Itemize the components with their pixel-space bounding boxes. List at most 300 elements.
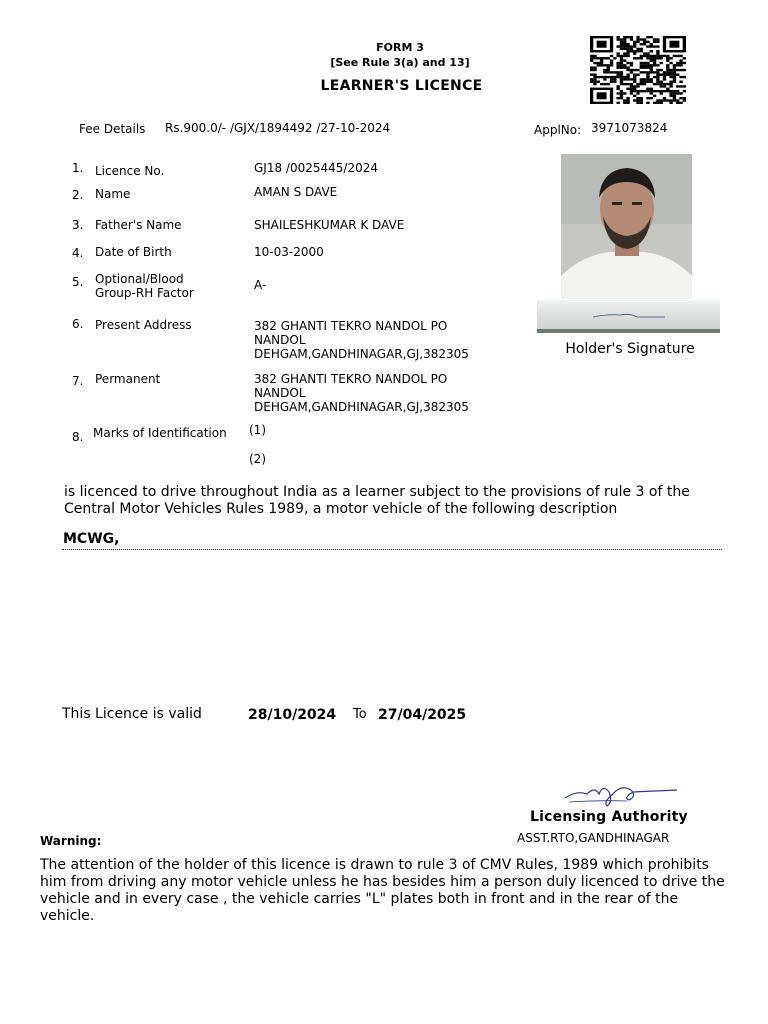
qr-module [660,69,663,71]
qr-module [673,55,676,57]
qr-module [607,69,610,71]
qr-module [630,45,633,47]
qr-module [623,36,626,38]
qr-module [666,90,669,92]
qr-module [660,92,663,94]
qr-module [597,76,600,78]
qr-module [620,95,623,97]
qr-module [623,92,626,94]
qr-module [646,74,649,76]
qr-module [656,64,659,66]
qr-module [633,85,636,87]
qr-module [660,81,663,83]
qr-module [590,81,593,83]
qr-code [590,36,686,104]
qr-module [633,99,636,101]
field-number: 8. [72,430,84,444]
qr-module [597,62,600,64]
qr-module [650,64,653,66]
qr-module [623,43,626,45]
qr-module [669,57,672,59]
qr-module [640,48,643,50]
qr-finder-pattern [597,92,607,99]
present-address-value [254,319,469,361]
qr-module [610,76,613,78]
licensing-authority-title: Licensing Authority [530,809,688,825]
dotted-divider [62,549,722,550]
qr-module [613,57,616,59]
qr-module [633,45,636,47]
qr-module [640,78,643,80]
qr-module [666,55,669,57]
qr-module [673,64,676,66]
qr-module [590,69,593,71]
qr-module [600,62,603,64]
qr-module [650,69,653,71]
fathers-name-value: SHAILESHKUMAR K DAVE [254,218,405,232]
holder-photo [561,154,692,299]
qr-module [630,92,633,94]
qr-module [653,59,656,61]
qr-module [640,55,643,57]
qr-module [643,52,646,54]
qr-module [640,38,643,40]
qr-module [679,85,682,87]
identification-mark-2: (2) [249,452,266,466]
qr-module [607,83,610,85]
qr-module [620,55,623,57]
qr-module [643,90,646,92]
qr-module [626,52,629,54]
qr-module [630,36,633,38]
qr-module [610,71,613,73]
address-line: DEHGAM,GANDHINAGAR,GJ,382305 [254,400,469,414]
field-number: 2. [72,188,84,202]
valid-to-date: 27/04/2025 [378,707,467,723]
qr-module [679,69,682,71]
rule-reference: [See Rule 3(a) and 13] [330,56,470,69]
qr-module [623,66,626,68]
vehicle-class: MCWG, [63,531,120,547]
qr-module [593,55,596,57]
qr-module [643,83,646,85]
qr-module [643,43,646,45]
qr-module [650,97,653,99]
qr-module [676,85,679,87]
qr-module [666,57,669,59]
qr-module [640,90,643,92]
qr-module [656,50,659,52]
qr-module [679,102,682,104]
qr-module [623,38,626,40]
qr-module [673,76,676,78]
qr-module [630,78,633,80]
qr-module [669,102,672,104]
qr-module [633,52,636,54]
qr-module [636,48,639,50]
qr-module [679,59,682,61]
qr-module [616,76,619,78]
qr-module [593,78,596,80]
qr-module [633,90,636,92]
qr-module [623,55,626,57]
qr-module [620,66,623,68]
qr-module [616,97,619,99]
qr-module [666,88,669,90]
fee-details-label: Fee Details [79,122,146,136]
qr-module [646,97,649,99]
application-number-value: 3971073824 [591,121,668,135]
qr-module [656,55,659,57]
qr-module [656,76,659,78]
qr-module [653,64,656,66]
qr-module [630,48,633,50]
qr-module [650,88,653,90]
qr-module [650,92,653,94]
validity-to-word: To [353,707,367,722]
document-title: LEARNER'S LICENCE [320,78,483,94]
qr-module [640,62,643,64]
qr-module [636,90,639,92]
qr-module [636,83,639,85]
qr-module [623,59,626,61]
address-line: 382 GHANTI TEKRO NANDOL PO [254,319,448,333]
field-number: 1. [72,161,84,175]
qr-module [679,92,682,94]
qr-module [636,92,639,94]
qr-module [623,99,626,101]
qr-module [630,50,633,52]
fee-details-value: Rs.900.0/- /GJX/1894492 /27-10-2024 [165,121,391,135]
qr-module [620,64,623,66]
qr-module [653,62,656,64]
qr-module [626,83,629,85]
qr-module [610,59,613,61]
qr-module [676,69,679,71]
qr-module [630,88,633,90]
qr-module [646,45,649,47]
holder-photo-image [561,154,692,299]
qr-module [600,83,603,85]
qr-module [663,97,666,99]
qr-module [640,97,643,99]
qr-module [616,102,619,104]
qr-module [666,71,669,73]
qr-module [636,36,639,38]
qr-module [679,76,682,78]
qr-module [679,62,682,64]
qr-module [643,62,646,64]
qr-module [616,38,619,40]
qr-module [623,45,626,47]
qr-module [620,92,623,94]
qr-module [626,102,629,104]
qr-module [669,95,672,97]
qr-module [600,57,603,59]
qr-module [679,64,682,66]
qr-module [603,71,606,73]
qr-module [640,83,643,85]
qr-module [626,74,629,76]
qr-module [640,102,643,104]
qr-module [610,78,613,80]
qr-module [663,83,666,85]
qr-module [683,85,686,87]
qr-module [669,71,672,73]
qr-module [593,81,596,83]
address-line: NANDOL [254,333,306,347]
qr-module [643,41,646,43]
field-number: 4. [72,246,84,260]
qr-module [633,57,636,59]
qr-module [640,57,643,59]
marks-of-identification-label: Marks of Identification [93,426,227,440]
qr-module [633,74,636,76]
qr-module [679,55,682,57]
qr-module [623,83,626,85]
qr-module [666,74,669,76]
qr-module [590,74,593,76]
qr-module [610,55,613,57]
identification-mark-1: (1) [249,423,266,437]
qr-module [660,85,663,87]
qr-module [636,85,639,87]
qr-module [620,74,623,76]
qr-module [630,90,633,92]
qr-module [590,78,593,80]
qr-module [607,64,610,66]
qr-module [636,102,639,104]
qr-module [656,69,659,71]
qr-module [636,74,639,76]
qr-module [620,45,623,47]
qr-module [633,88,636,90]
qr-module [656,81,659,83]
qr-module [669,85,672,87]
qr-module [663,85,666,87]
qr-module [673,81,676,83]
blood-group-label-line: Group-RH Factor [95,286,194,300]
qr-module [603,69,606,71]
qr-module [650,59,653,61]
qr-module [666,64,669,66]
qr-module [646,52,649,54]
qr-module [650,55,653,57]
qr-module [607,71,610,73]
qr-module [666,66,669,68]
qr-module [663,71,666,73]
qr-module [603,76,606,78]
qr-module [676,55,679,57]
qr-module [640,71,643,73]
qr-module [620,48,623,50]
qr-module [656,102,659,104]
qr-module [616,92,619,94]
qr-module [646,78,649,80]
qr-module [616,36,619,38]
qr-module [669,76,672,78]
qr-module [683,90,686,92]
qr-module [663,76,666,78]
qr-module [636,38,639,40]
qr-module [660,55,663,57]
qr-module [636,69,639,71]
field-number: 6. [72,317,84,331]
holder-signature [537,300,720,333]
qr-module [620,76,623,78]
form-number: FORM 3 [376,41,424,54]
qr-module [616,45,619,47]
validity-label: This Licence is valid [62,706,202,722]
qr-module [613,71,616,73]
qr-module [640,43,643,45]
qr-module [650,45,653,47]
qr-module [610,62,613,64]
qr-module [646,71,649,73]
qr-module [623,102,626,104]
qr-module [650,90,653,92]
address-line: NANDOL [254,386,306,400]
qr-module [616,55,619,57]
qr-module [653,83,656,85]
qr-module [643,66,646,68]
field-number: 5. [72,275,84,289]
qr-module [626,62,629,64]
qr-module [653,45,656,47]
qr-module [633,81,636,83]
qr-module [676,90,679,92]
qr-module [656,38,659,40]
qr-module [636,41,639,43]
qr-module [650,36,653,38]
qr-module [676,102,679,104]
authority-signature [557,772,687,812]
qr-module [633,69,636,71]
qr-module [590,55,593,57]
qr-module [613,78,616,80]
qr-module [643,81,646,83]
qr-module [620,78,623,80]
qr-module [620,57,623,59]
qr-module [640,66,643,68]
qr-module [626,55,629,57]
fathers-name-label: Father's Name [95,218,182,232]
qr-module [626,48,629,50]
qr-module [626,66,629,68]
qr-module [646,41,649,43]
qr-module [620,59,623,61]
qr-module [633,41,636,43]
qr-module [616,62,619,64]
qr-module [643,64,646,66]
qr-module [669,83,672,85]
qr-module [666,99,669,101]
qr-module [616,85,619,87]
qr-module [660,74,663,76]
qr-module [656,74,659,76]
qr-module [597,57,600,59]
qr-module [660,62,663,64]
licence-no-label: Licence No. [95,164,165,178]
qr-module [623,52,626,54]
qr-module [669,81,672,83]
permanent-address-value [254,372,469,414]
qr-module [626,78,629,80]
qr-module [636,50,639,52]
signature-strip-base [537,329,720,333]
qr-module [633,76,636,78]
qr-module [673,97,676,99]
qr-module [646,55,649,57]
qr-module [633,78,636,80]
qr-module [646,102,649,104]
qr-module [653,41,656,43]
qr-module [673,66,676,68]
qr-module [653,38,656,40]
qr-module [590,66,593,68]
qr-module [683,69,686,71]
qr-module [656,41,659,43]
qr-module [620,41,623,43]
qr-module [656,57,659,59]
qr-module [646,36,649,38]
qr-module [656,90,659,92]
qr-module [620,97,623,99]
qr-module [626,88,629,90]
qr-module [630,62,633,64]
qr-module [673,69,676,71]
qr-module [650,57,653,59]
qr-module [663,74,666,76]
qr-module [623,78,626,80]
qr-module [643,78,646,80]
qr-module [593,62,596,64]
qr-module [610,64,613,66]
blood-group-value: A- [254,278,267,292]
qr-module [593,69,596,71]
qr-module [630,71,633,73]
warning-label: Warning: [40,834,102,848]
licence-description: is licenced to drive throughout India as a learner subject to the provisions of rule 3 of the Central Motor Vehicles Rules 1989, a motor vehicle of the following description [64,484,690,517]
qr-module [650,66,653,68]
qr-module [683,57,686,59]
qr-module [683,76,686,78]
qr-module [603,78,606,80]
qr-module [633,95,636,97]
qr-module [643,71,646,73]
qr-module [676,74,679,76]
qr-module [650,81,653,83]
field-number: 3. [72,218,84,232]
qr-module [593,66,596,68]
qr-module [620,38,623,40]
qr-module [616,52,619,54]
qr-module [626,97,629,99]
field-number: 7. [72,374,84,388]
qr-module [593,76,596,78]
qr-module [676,64,679,66]
qr-module [676,62,679,64]
qr-module [663,78,666,80]
qr-module [616,88,619,90]
qr-module [666,69,669,71]
qr-module [669,69,672,71]
qr-module [620,90,623,92]
qr-module [643,55,646,57]
qr-module [620,62,623,64]
holder-signature-caption: Holder's Signature [565,341,695,357]
date-of-birth-label: Date of Birth [95,245,172,259]
